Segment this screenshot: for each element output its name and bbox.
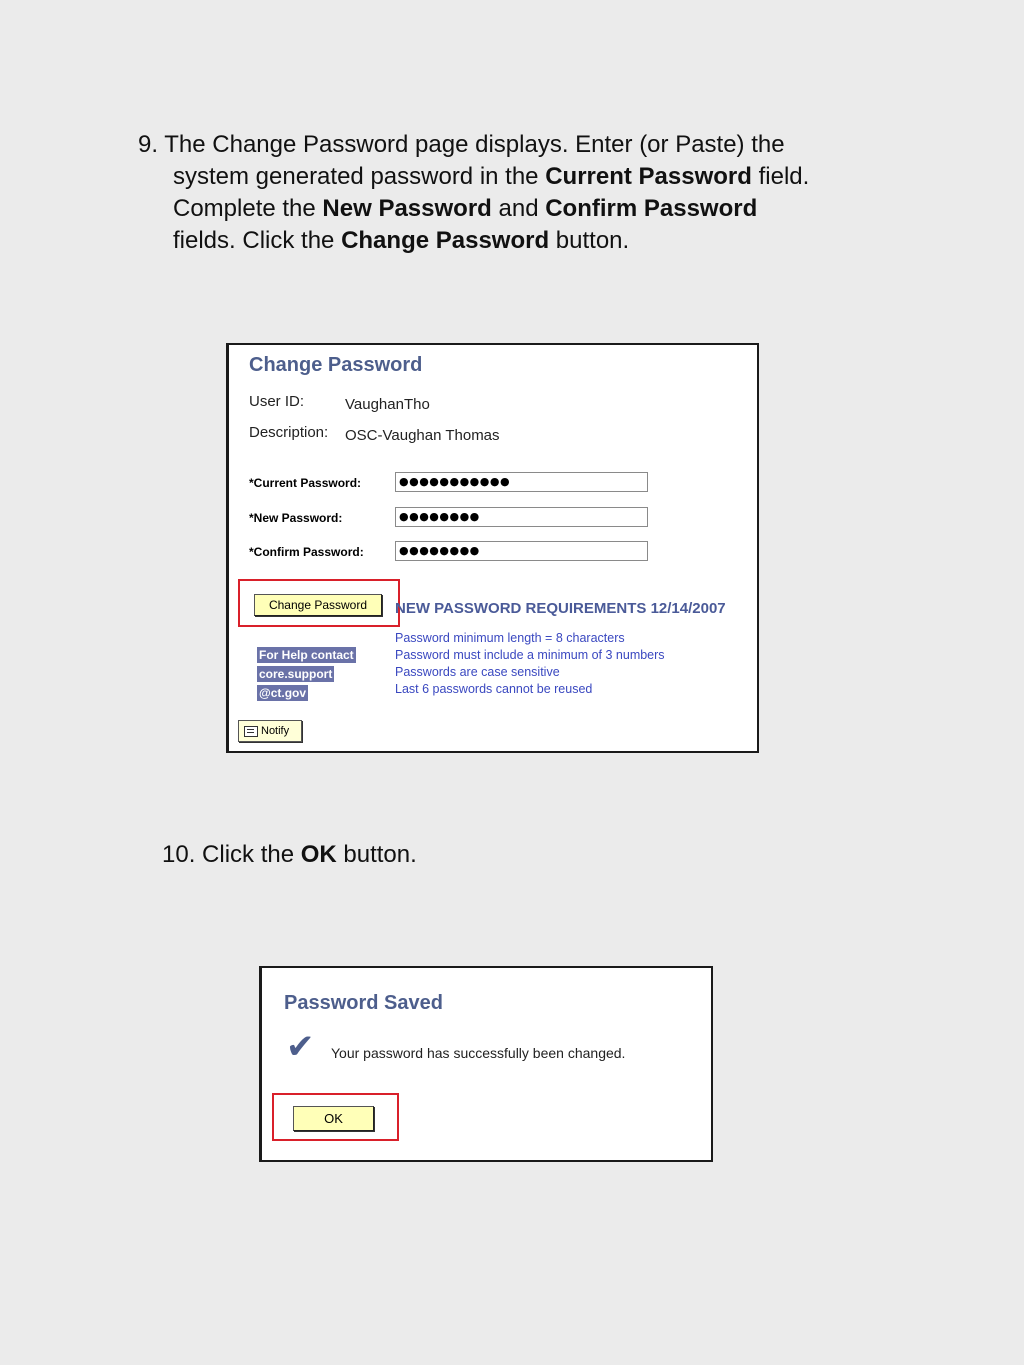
new-password-input[interactable]: ●●●●●●●●: [395, 507, 648, 527]
password-saved-title: Password Saved: [284, 992, 443, 1014]
requirements-heading: NEW PASSWORD REQUIREMENTS 12/14/2007: [395, 600, 726, 617]
help-contact-line: @ct.gov: [259, 686, 307, 700]
step-9-line-4: [138, 225, 898, 257]
step-9-line-2: [138, 161, 898, 193]
confirm-password-input[interactable]: ●●●●●●●●: [395, 541, 648, 561]
step-9-text: system generated password in the: [173, 163, 546, 190]
requirement-item: Password minimum length = 8 characters: [395, 631, 625, 645]
user-id-label: User ID:: [249, 393, 305, 410]
requirement-item: Password must include a minimum of 3 numbers: [395, 648, 665, 662]
ok-button[interactable]: OK: [293, 1106, 374, 1131]
change-password-button[interactable]: Change Password: [254, 594, 382, 616]
change-password-title: Change Password: [249, 354, 423, 376]
step-9-text: button.: [549, 227, 630, 254]
change-password-term: Change Password: [341, 227, 550, 254]
step-10-instruction: [162, 839, 417, 871]
step-10-text: button.: [336, 841, 417, 868]
requirement-item: Last 6 passwords cannot be reused: [395, 682, 593, 696]
change-password-screenshot: [226, 343, 759, 753]
description-label: Description:: [249, 424, 329, 441]
user-id-value: VaughanTho: [345, 396, 430, 413]
checkmark-icon: ✔: [286, 1028, 315, 1066]
confirm-password-term: Confirm Password: [545, 195, 758, 222]
new-password-term: New Password: [322, 195, 492, 222]
password-saved-screenshot: [259, 966, 713, 1162]
requirement-item: Passwords are case sensitive: [395, 665, 560, 679]
description-value: OSC-Vaughan Thomas: [345, 427, 500, 444]
notify-label: Notify: [261, 725, 290, 737]
help-contact-line: For Help contact: [259, 648, 354, 662]
help-contact-line: core.support: [259, 667, 333, 681]
step-9-text: Complete the: [173, 195, 323, 222]
confirm-password-label: *Confirm Password:: [249, 545, 364, 559]
current-password-label: *Current Password:: [249, 476, 362, 490]
step-9-line-1: 9. The Change Password page displays. Enter (or Paste) the: [138, 131, 785, 158]
notify-button[interactable]: [238, 720, 302, 742]
step-9-instruction: [138, 129, 898, 257]
current-password-term: Current Password: [545, 163, 752, 190]
step-9-text: and: [491, 195, 546, 222]
step-10-text: 10. Click the: [162, 841, 301, 868]
step-9-line-3: [138, 193, 898, 225]
step-9-text: fields. Click the: [173, 227, 342, 254]
ok-term: OK: [300, 841, 337, 868]
success-message: Your password has successfully been changed.: [331, 1045, 626, 1061]
new-password-label: *New Password:: [249, 511, 343, 525]
current-password-input[interactable]: ●●●●●●●●●●●: [395, 472, 648, 492]
notify-icon: [244, 726, 258, 737]
step-9-text: field.: [751, 163, 810, 190]
